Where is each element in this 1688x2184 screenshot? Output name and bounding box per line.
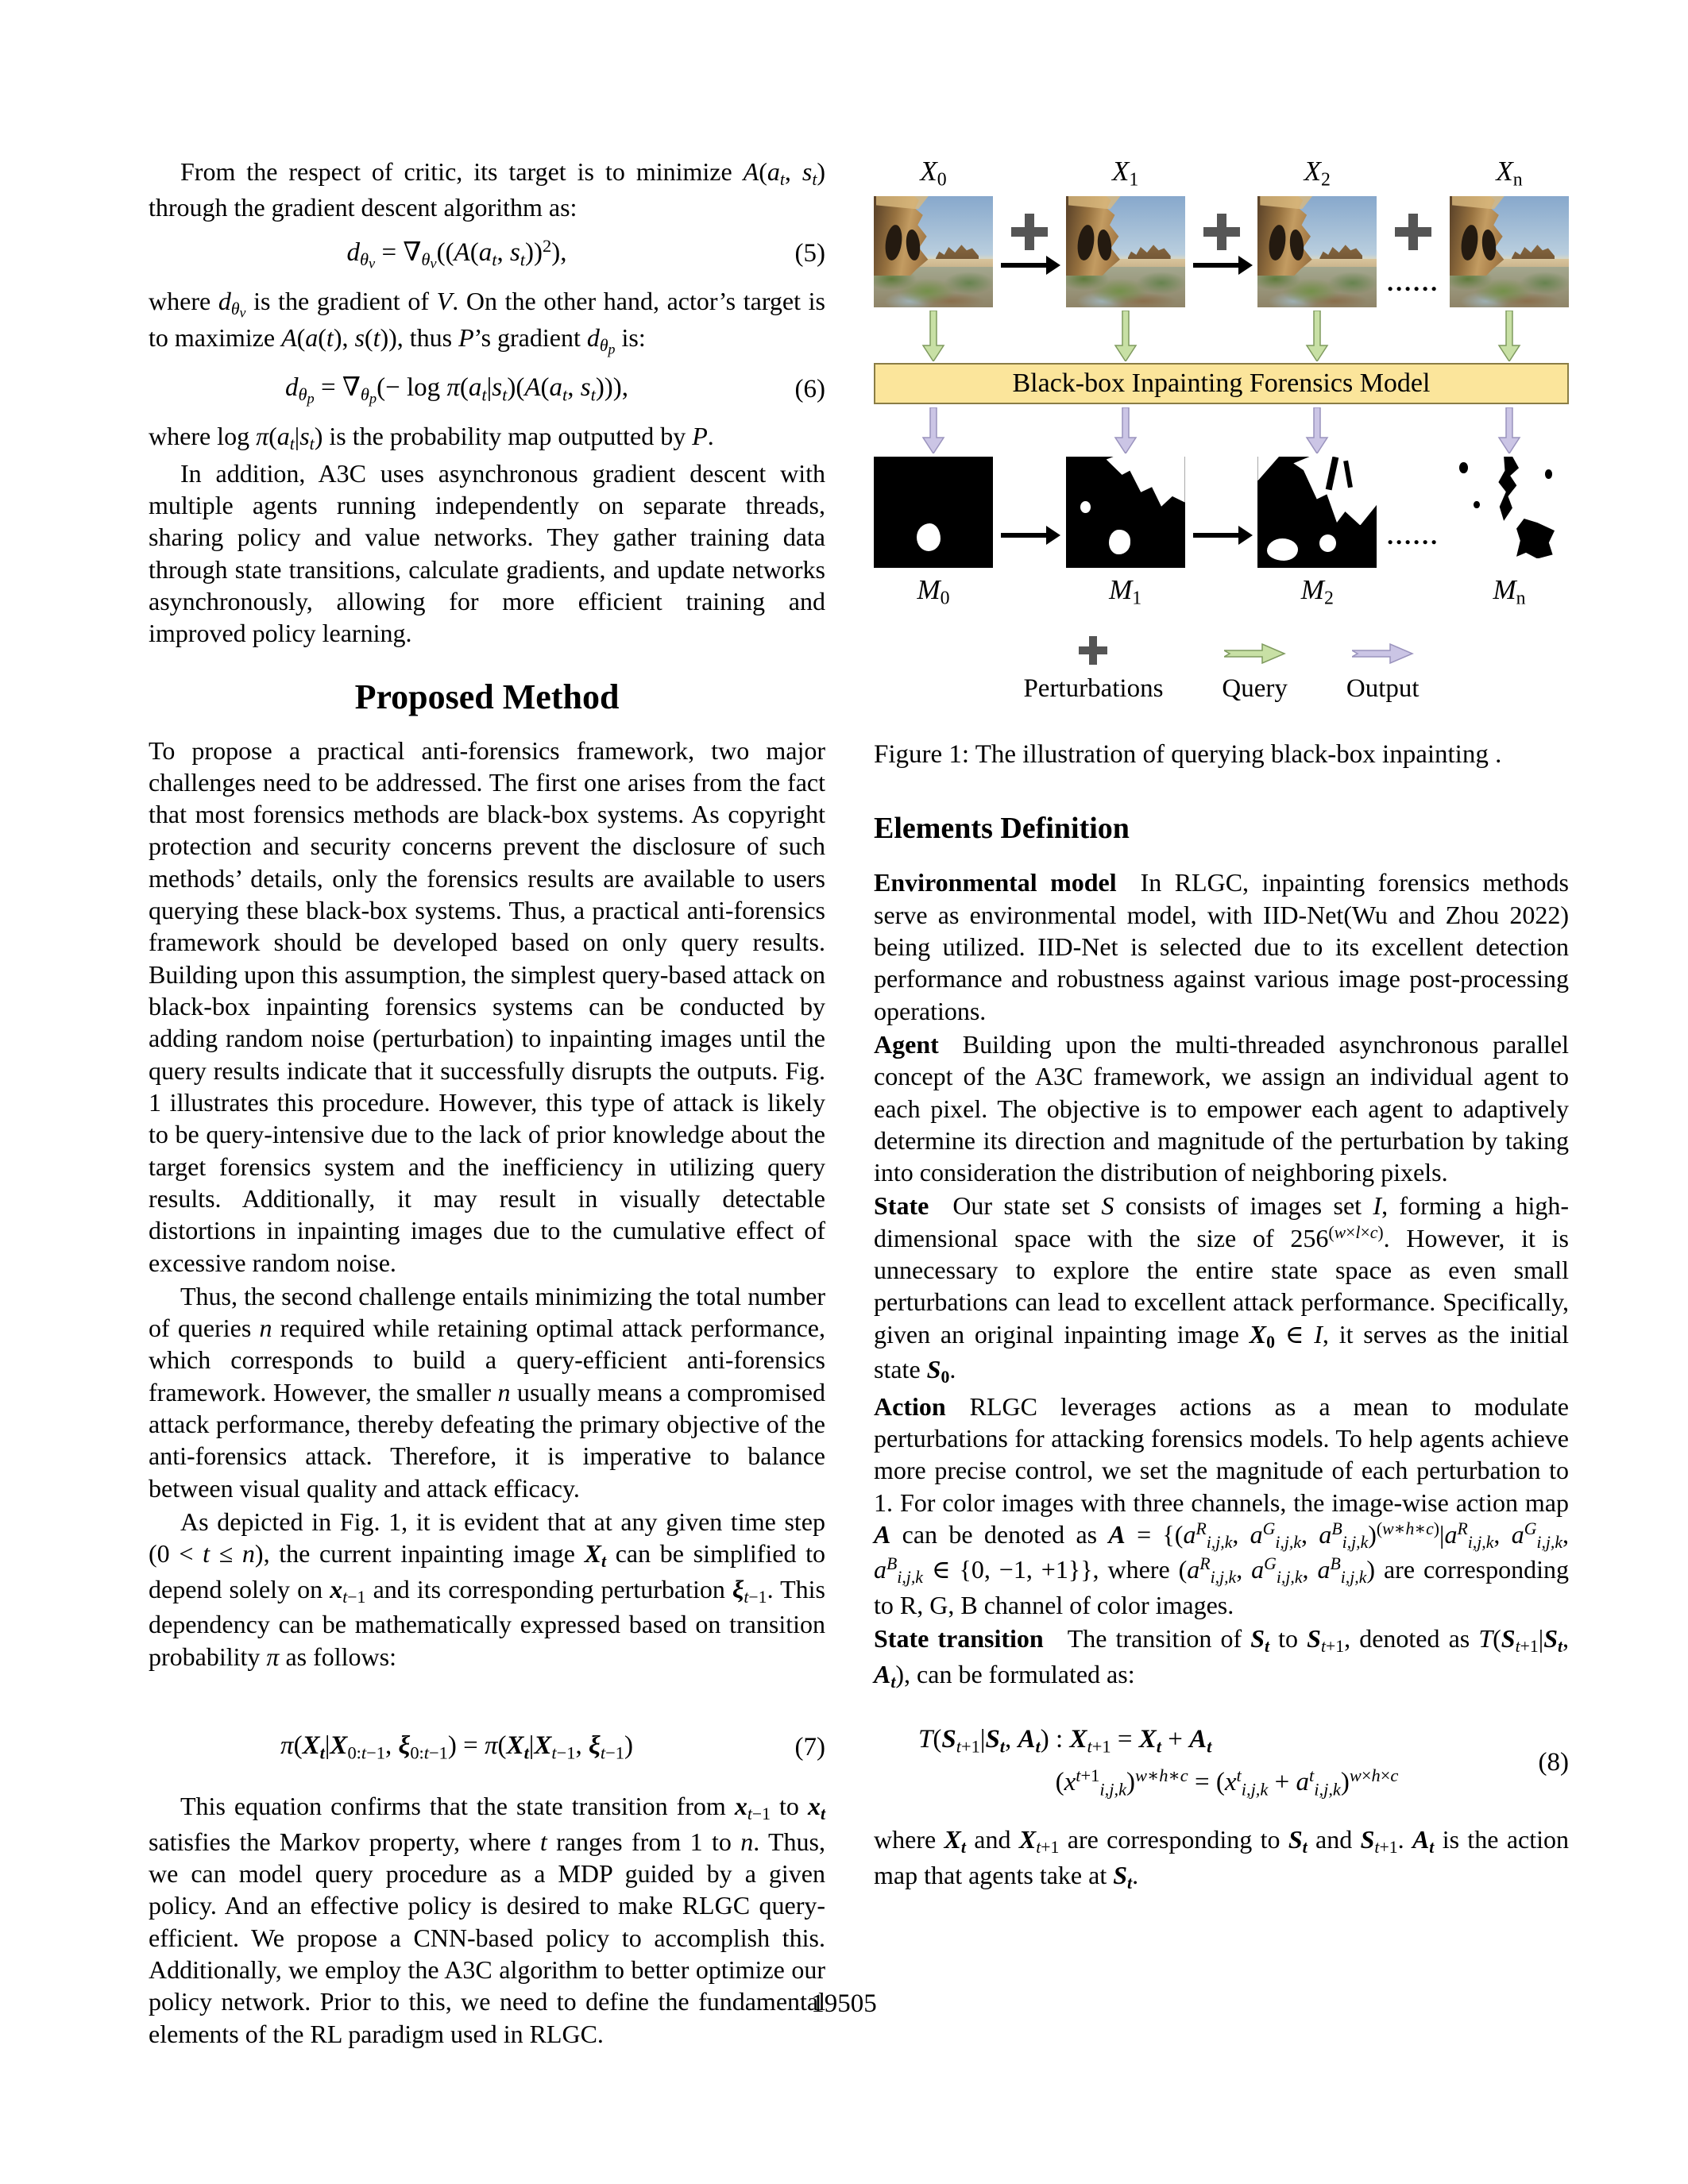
- blackbox-model-label: Black-box Inpainting Forensics Model: [1012, 368, 1431, 398]
- run-in-heading: Agent: [874, 1029, 939, 1059]
- inpainting-image-x1: [1066, 196, 1185, 307]
- paragraph-second-challenge: Thus, the second challenge entails minimizing the total number of queries n required while retaining optimal attack performance, which corresponds to build a query-efficient anti-forensics framework. However, the smaller n usually means a compromised attack performance, thereby defeating the primary objective of the anti-forensics attack. Therefore, it is imperative to balance between visual quality and attack efficacy.: [149, 1281, 826, 1503]
- right-arrow-icon: [1001, 263, 1047, 268]
- legend-perturbations: [1023, 636, 1163, 704]
- inpainting-images-row: [874, 196, 1569, 307]
- blackbox-model-box: [874, 363, 1569, 404]
- equation-8-number: (8): [1538, 1747, 1569, 1777]
- figure-legend: [874, 636, 1569, 704]
- paragraph-action: Action RLGC leverages actions as a mean to modulate perturbations for attacking forensics models. To help agents achieve more precise control, we set the magnitude of each perturbation to 1. For color images with three channels, the image-wise action map A can be denoted as $A = \{(a^R_{i,j,k}$, $a^G_{i,j,k}$, $a^B_{i,j,k})^{(w∗h∗c)}|a^R_{i,j,k}$, $a^G_{i,j,k}$, $a^B_{i,j,k}$ ∈ {0, −1, +1}}, where ($a^R_{i,j,k}$, $a^G_{i,j,k}$, $a^B_{i,j,k}$) are corresponding to R, G, B channel of color images.: [874, 1391, 1570, 1619]
- paragraph-where-xt: where $X_t$ and $X_{t+1}$ are corresponding to $S_t$ and $S_{t+1}$. $A_t$ is the action map that agents take at $S_t$.: [874, 1825, 1570, 1893]
- mask-image-m2: [1257, 457, 1377, 568]
- paragraph-critic: From the respect of critic, its target is to minimize $A(a_t$, $s_t$) through the gradient descent algorithm as:: [149, 157, 826, 222]
- query-down-arrow-icon: [1305, 311, 1329, 361]
- inpainting-image-xn: [1450, 196, 1569, 307]
- mask-image-m0: [874, 457, 993, 568]
- mask-labels-row: [874, 574, 1569, 610]
- image-labels-row: [874, 156, 1569, 191]
- query-down-arrow-icon: [1497, 311, 1521, 361]
- equation-7-number: (7): [794, 1732, 825, 1761]
- legend-output-label: Output: [1346, 674, 1420, 704]
- paragraph-where-dv: where $d_{\theta_v}$ is the gradient of V. On the other hand, actor’s target is to maximize A(a(t), s(t)), thus P’s gradient $d_{\theta_p}$ is:: [149, 286, 826, 357]
- query-arrows-row: [874, 311, 1569, 361]
- plus-icon: [1011, 214, 1048, 250]
- equation-7-body: $\pi(X_t|X_{0:t-1}$, $\xi_{0:t-1}) = \pi(X_t|X_{t-1}$, $\xi_{t-1}$): [280, 1731, 633, 1763]
- run-in-heading: Environmental model: [874, 868, 1117, 897]
- gap-arrow: [1185, 457, 1258, 568]
- equation-5-number: (5): [794, 239, 825, 268]
- right-arrow-icon: [1001, 533, 1047, 538]
- gap-plus-dots: [1377, 196, 1450, 295]
- legend-query: [1222, 642, 1287, 704]
- equation-8: [874, 1725, 1569, 1800]
- run-in-heading: State: [874, 1191, 929, 1221]
- label-m0: $M_0$: [917, 573, 950, 609]
- paragraph-a3c: In addition, A3C uses asynchronous gradient descent with multiple agents running independently on separate threads, sharing policy and value networks. They gather training data through state transitions, calculate gradients, and update networks asynchronously, allowing for more efficient training and improved policy learning.: [149, 458, 825, 648]
- equation-5-body: $d_{\theta_v} = \nabla_{\theta_v}((A(a_t$, $s_t))^2$),: [346, 235, 567, 272]
- label-m2: $M_2$: [1300, 573, 1334, 609]
- page-number: 19505: [811, 1989, 877, 2018]
- equation-8-line1: $T(S_{t+1}|S_t$, $A_t$) : $X_{t+1} = X_t + A_t$: [918, 1725, 1212, 1757]
- equation-6-body: $d_{\theta_p} = \nabla_{\theta_p}(- \log \pi(a_t|s_t)(A(a_t$, $s_t$))),: [284, 373, 629, 407]
- equation-8-line2: $(x^{t+1}_{i,j,k})^{w∗h∗c} = (x^t_{i,j,k} + a^t_{i,j,k})^{w\times h\times c}$: [1055, 1765, 1399, 1800]
- output-down-arrow-icon: [921, 407, 945, 453]
- equation-5: [149, 236, 825, 272]
- run-in-heading: Action: [874, 1391, 946, 1421]
- equation-6: [149, 371, 825, 407]
- output-right-arrow-icon: [1352, 642, 1414, 665]
- legend-query-label: Query: [1222, 674, 1288, 704]
- legend-perturbations-label: Perturbations: [1023, 674, 1164, 704]
- output-down-arrow-icon: [1114, 407, 1138, 453]
- right-arrow-icon: [1193, 263, 1239, 268]
- inpainting-image-x2: [1257, 196, 1377, 307]
- output-down-arrow-icon: [1497, 407, 1521, 453]
- paragraph-environmental-model: Environmental model In RLGC, inpainting forensics methods serve as environmental model, with IID-Net(Wu and Zhou 2022) being utilized. IID-Net is selected due to its excellent detection performance and robustness against various image post-processing operations.: [874, 868, 1570, 1025]
- mask-image-m1: [1066, 457, 1185, 568]
- label-mn: $M_n$: [1493, 573, 1526, 609]
- gap-plus-arrow: [1185, 196, 1258, 268]
- paragraph-where-logpi: where $\log \pi(a_t|s_t)$ is the probability map outputted by P.: [149, 422, 714, 454]
- legend-output: [1346, 642, 1420, 704]
- right-column: [874, 156, 1569, 1894]
- label-m1: $M_1$: [1109, 573, 1142, 609]
- output-down-arrow-icon: [1305, 407, 1329, 453]
- output-arrows-row: [874, 407, 1569, 453]
- mask-images-row: [874, 457, 1569, 568]
- paragraph-agent: Agent Building upon the multi-threaded asynchronous parallel concept of the A3C framework, we assign an individual agent to each pixel. The objective is to empower each agent to adaptively determine its direction and magnitude of the perturbation by taking into consideration the distribution of neighboring pixels.: [874, 1029, 1569, 1187]
- plus-icon: [1079, 636, 1107, 665]
- label-x1: $X_1$: [1112, 156, 1139, 191]
- gap-dots: [1377, 457, 1450, 568]
- query-right-arrow-icon: [1224, 642, 1286, 665]
- section-heading-proposed-method: Proposed Method: [354, 677, 620, 716]
- gap-plus-arrow: [993, 196, 1066, 268]
- gap-arrow: [993, 457, 1066, 568]
- query-down-arrow-icon: [1114, 311, 1138, 361]
- ellipsis-dots: ......: [1387, 267, 1440, 296]
- plus-icon: [1395, 214, 1431, 250]
- label-xn: $X_n$: [1496, 156, 1523, 191]
- paragraph-state: State Our state set S consists of images set I, forming a high-dimensional space with the size of $256^{(w\times l\times c)}$. However, it is unnecessary to explore the entire state space as even small perturbations can lead to excellent attack performance. Specifically, given an original inpainting image $X_0$ ∈ I, it serves as the initial state $S_0$.: [874, 1191, 1570, 1387]
- equation-7: [149, 1731, 825, 1763]
- label-x2: $X_2$: [1304, 156, 1331, 191]
- figure-caption: Figure 1: The illustration of querying black-box inpainting .: [874, 740, 1502, 770]
- paragraph-state-transition: State transition The transition of $S_t$ to $S_{t+1}$, denoted as $T(S_{t+1}|S_t$, $A_t$), can be formulated as:: [874, 1624, 1570, 1692]
- equation-6-number: (6): [794, 374, 825, 403]
- left-column: [149, 156, 825, 2050]
- plus-icon: [1203, 214, 1240, 250]
- mask-image-mn: [1450, 457, 1569, 568]
- label-x0: $X_0$: [920, 156, 947, 191]
- paragraph-challenges: To propose a practical anti-forensics framework, two major challenges need to be addressed. The first one arises from the fact that most forensics methods are black-box systems. As copyright protection and security concerns prevent the disclosure of such methods’ details, only the forensics results are available to users querying these black-box systems. Thus, a practical anti-forensics framework should be developed based on only query results. Building upon this assumption, the simplest query-based attack on black-box inpainting forensics systems can be conducted by adding random noise (perturbation) to inpainting images until the query results indicate that it successfully disrupts the outputs. Fig. 1 illustrates this procedure. However, this type of attack is likely to be query-intensive due to the lack of prior knowledge about the target forensics system and the inefficiency in utilizing query results. Additionally, it may result in visually detectable distortions in inpainting images due to the cumulative effect of excessive random noise.: [149, 735, 825, 1277]
- run-in-heading: State transition: [874, 1624, 1044, 1653]
- paragraph-markov: This equation confirms that the state transition from $x_{t-1}$ to $x_t$ satisfies the Markov property, where t ranges from 1 to n. Thus, we can model query procedure as a MDP guided by a given policy. And an effective policy is desired to make RLGC query-efficient. We propose a CNN-based policy to accomplish this. Additionally, we employ the A3C algorithm to better optimize our policy network. Prior to this, we need to define the fundamental elements of the RL paradigm used in RLGC.: [149, 1792, 826, 2048]
- query-down-arrow-icon: [921, 311, 945, 361]
- ellipsis-dots: ......: [1387, 520, 1440, 550]
- paragraph-as-depicted: As depicted in Fig. 1, it is evident that at any given time step (0 < t ≤ n), the current inpainting image $X_t$ can be simplified to depend solely on $x_{t-1}$ and its corresponding perturbation $\xi_{t-1}$. This dependency can be mathematically expressed based on transition probability π as follows:: [149, 1507, 826, 1671]
- right-arrow-icon: [1193, 533, 1239, 538]
- section-heading-elements-definition: Elements Definition: [874, 812, 1130, 846]
- inpainting-image-x0: [874, 196, 993, 307]
- figure-1: [874, 156, 1569, 770]
